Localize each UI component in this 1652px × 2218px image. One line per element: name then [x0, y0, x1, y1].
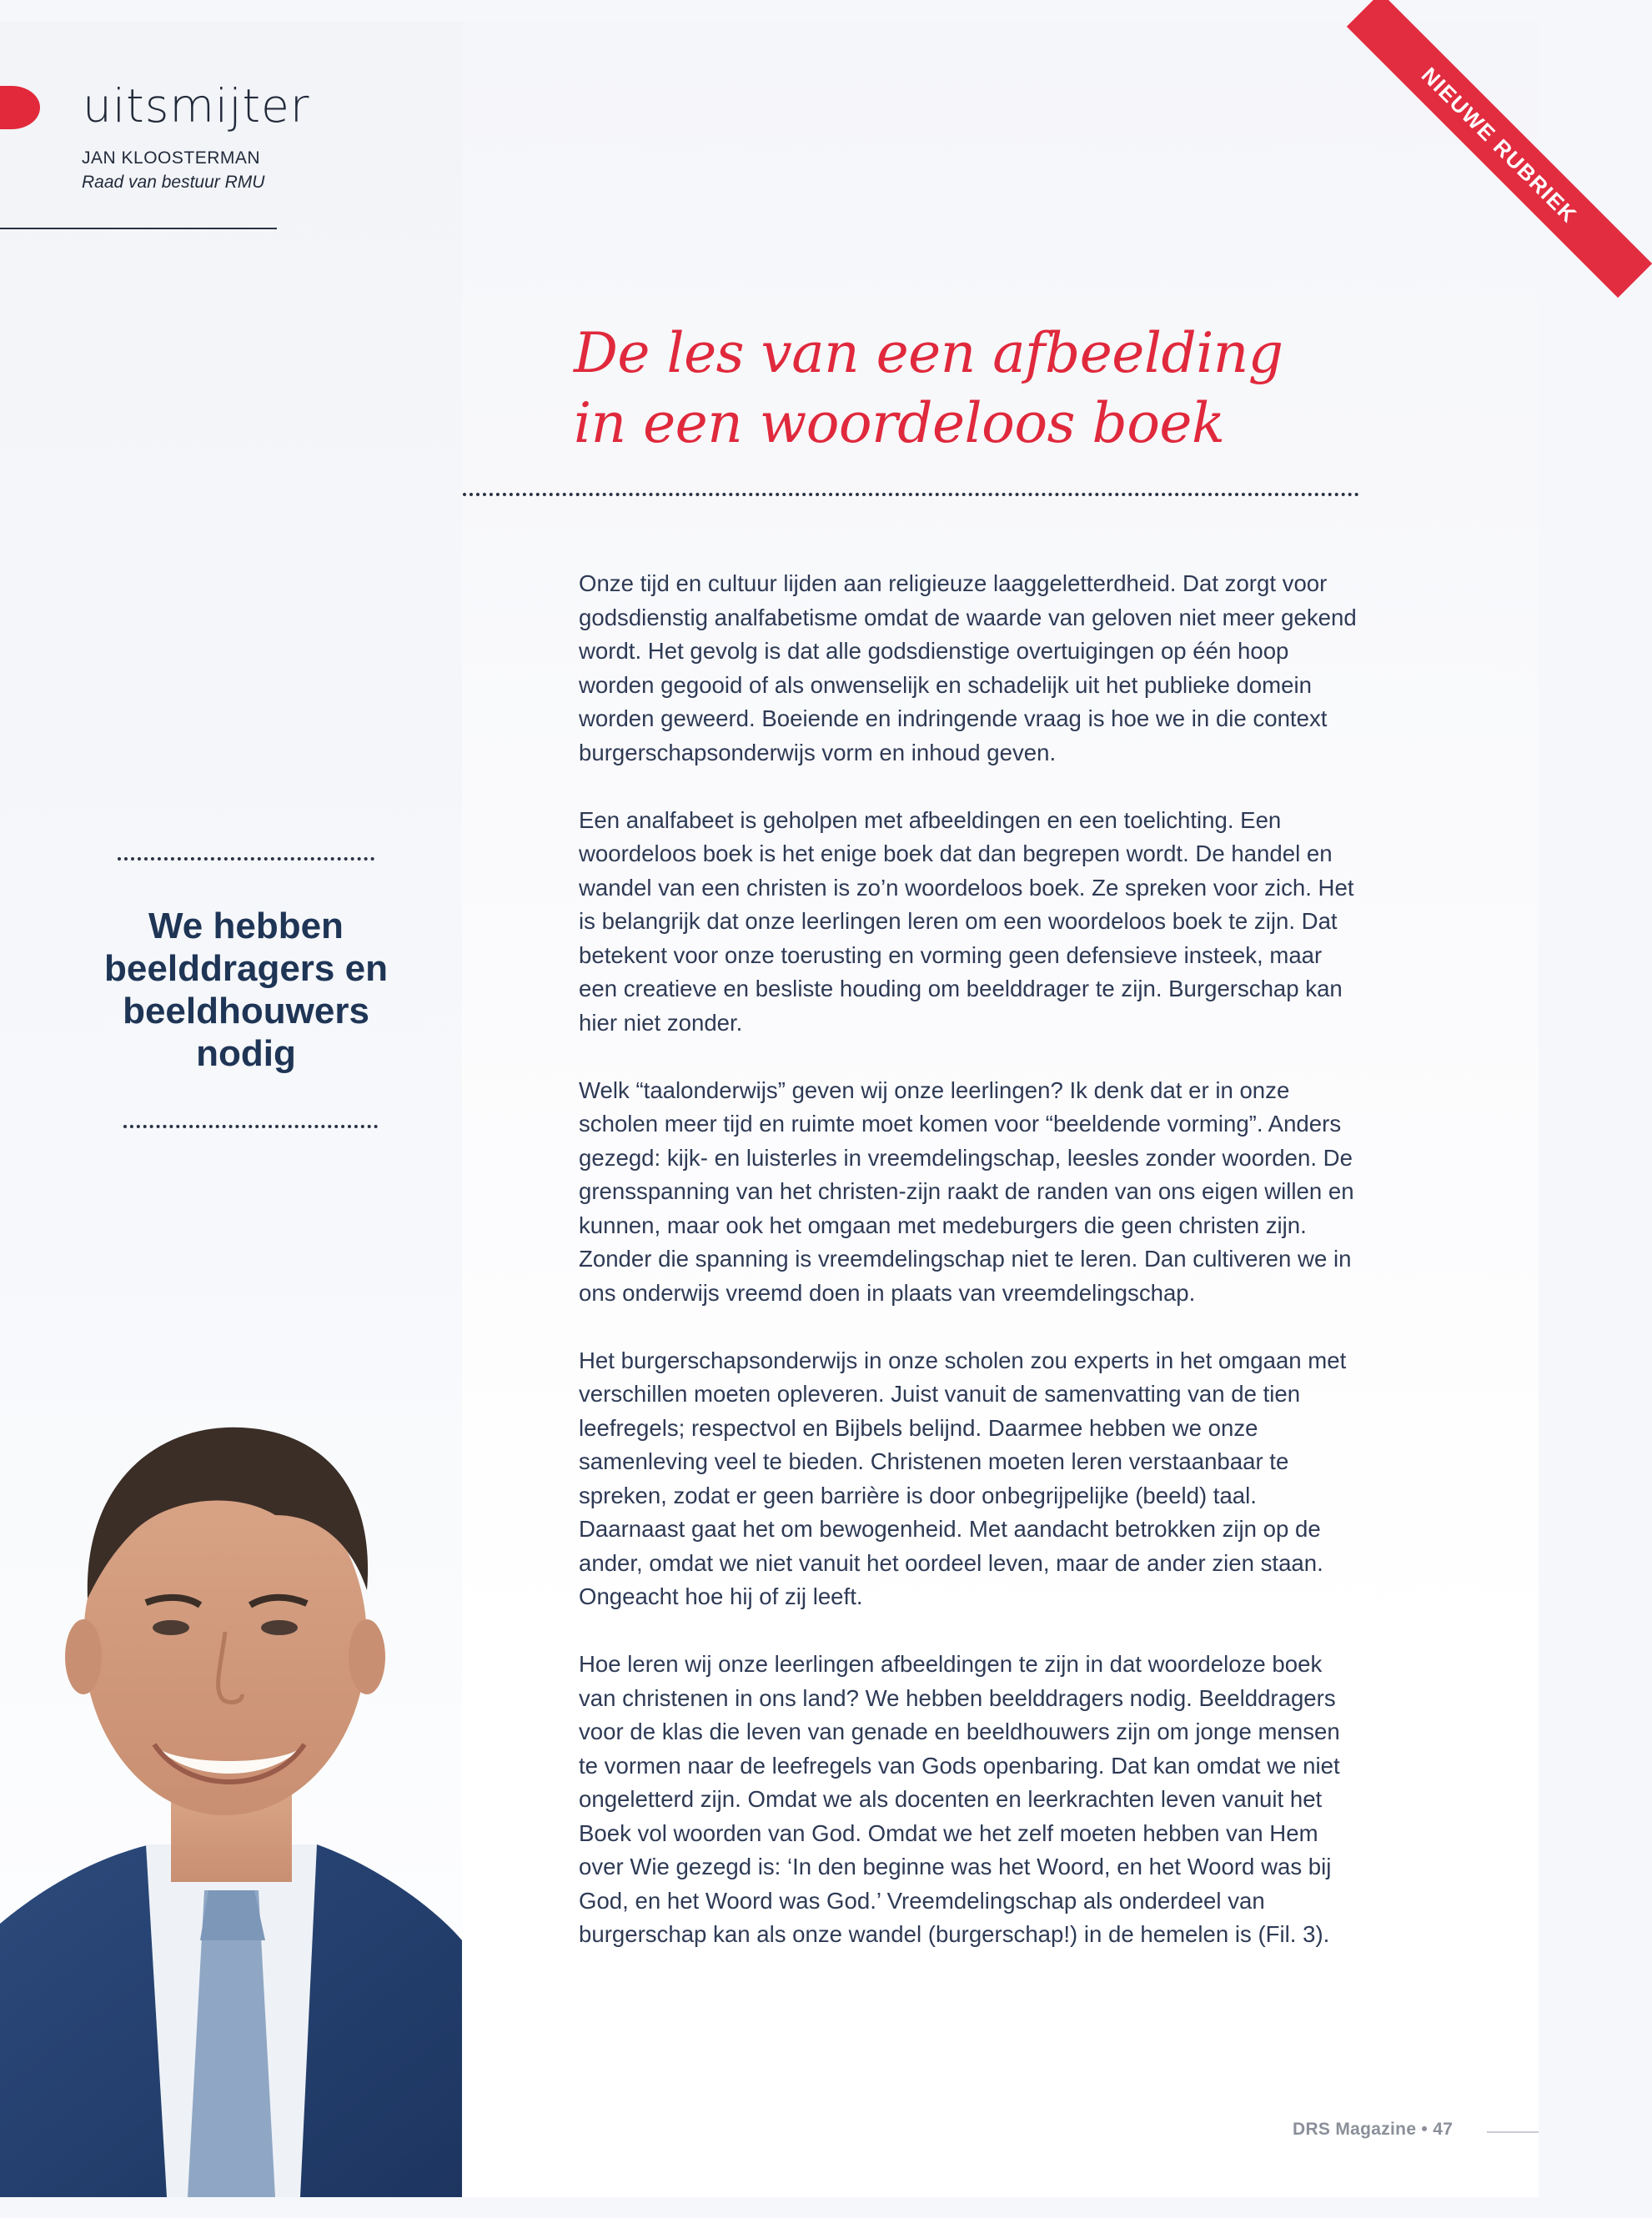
quote-dotted-divider-bottom: [123, 1125, 378, 1128]
author-portrait: [0, 1390, 462, 2197]
paragraph: Hoe leren wij onze leerlingen afbeeldingen te zijn in dat woordeloze boek van christenen in ons land? We hebben beelddragers nodig. Beelddragers voor de klas die leven van genade en beeldhouwers zijn om jonge mensen te vormen naar de leefregels van Gods openbaring. Dat kan omdat we niet ongeletterd zijn. Omdat we als docenten en leerkrachten leven vanuit het Boek vol woorden van God. Omdat we het zelf moeten hebben van Hem over Wie gezegd is: ‘In den beginne was het Woord, en het Woord was bij God, en het Woord was God.’ Vreemdelingschap als onderdeel van burgerschap kan als onze wandel (burgerschap!) in de hemelen is (Fil. 3).: [579, 1651, 1340, 1947]
page-footer: DRS Magazine • 47: [1293, 2120, 1454, 2139]
magazine-page: [0, 21, 1583, 2197]
article-body: [579, 567, 1363, 1985]
footer-rule: [1487, 2131, 1539, 2133]
author-role: Raad van bestuur RMU: [82, 173, 265, 192]
title-line-2: in een woordeloos boek: [574, 391, 1225, 455]
paragraph: Het burgerschapsonderwijs in onze scholen zou experts in het omgaan met verschillen moeten opleveren. Juist vanuit de samenvatting van de tien leefregels; respectvol en Bijbels belijnd. Daarmee hebben we onze samenleving veel te bieden. Christenen moeten leren verstaanbaar te spreken, zodat er geen barrière is door onbegrijpelijke (beeld) taal. Daarnaast gaat het om bewogenheid. Met aandacht betrokken zijn op de ander, omdat we niet vanuit het oordeel leven, maar de ander zien staan. Ongeacht hoe hij of zij leeft.: [579, 1347, 1347, 1609]
ribbon-label: NIEUWE RUBRIEK: [1417, 62, 1583, 228]
title-dotted-divider: [463, 493, 1359, 496]
rubric-label: uitsmijter: [83, 79, 310, 133]
paragraph: Onze tijd en cultuur lijden aan religieuze laaggeletterdheid. Dat zorgt voor godsdienstig analfabetisme omdat de waarde van geloven niet meer gekend wordt. Het gevolg is dat alle godsdienstige overtuigingen op één hoop worden gegooid of als onwenselijk en schadelijk uit het publieke domein worden geweerd. Boeiende en indringende vraag is hoe we in die context burgerschapsonderwijs vorm en inhoud geven.: [579, 570, 1357, 765]
author-name: JAN KLOOSTERMAN: [82, 148, 261, 168]
quote-dotted-divider-top: [118, 857, 374, 861]
pull-quote: We hebben beelddragers en beeldhouwers nodig: [104, 906, 388, 1074]
paragraph: Een analfabeet is geholpen met afbeeldingen en een toelichting. Een woordeloos boek is het enige boek dat dan begrepen wordt. De handel en wandel van een christen is zo’n woordeloos boek. Ze spreken voor zich. Het is belangrijk dat onze leerlingen leren om een woordeloos boek te zijn. Dat betekent voor onze toerusting en vorming geen defensieve insteek, maar een creatieve en besliste houding om beelddrager te zijn. Burgerschap kan hier niet zonder.: [579, 806, 1354, 1036]
paragraph: Welk “taalonderwijs” geven wij onze leerlingen? Ik denk dat er in onze scholen meer tijd en ruimte moet komen voor “beeldende vorming”. Anders gezegd: kijk- en luisterles in vreemdelingschap, leesles zonder woorden. De grensspanning van het christen-zijn raakt de randen van ons eigen willen en kunnen, maar ook het omgaan met medeburgers die geen christen zijn. Zonder die spanning is vreemdelingschap niet te leren. Dan cultiveren we in ons onderwijs vreemd doen in plaats van vreemdelingschap.: [579, 1076, 1354, 1306]
title-line-1: De les van een afbeelding: [574, 321, 1283, 385]
article-title: [574, 319, 1408, 459]
author-divider: [0, 228, 277, 229]
